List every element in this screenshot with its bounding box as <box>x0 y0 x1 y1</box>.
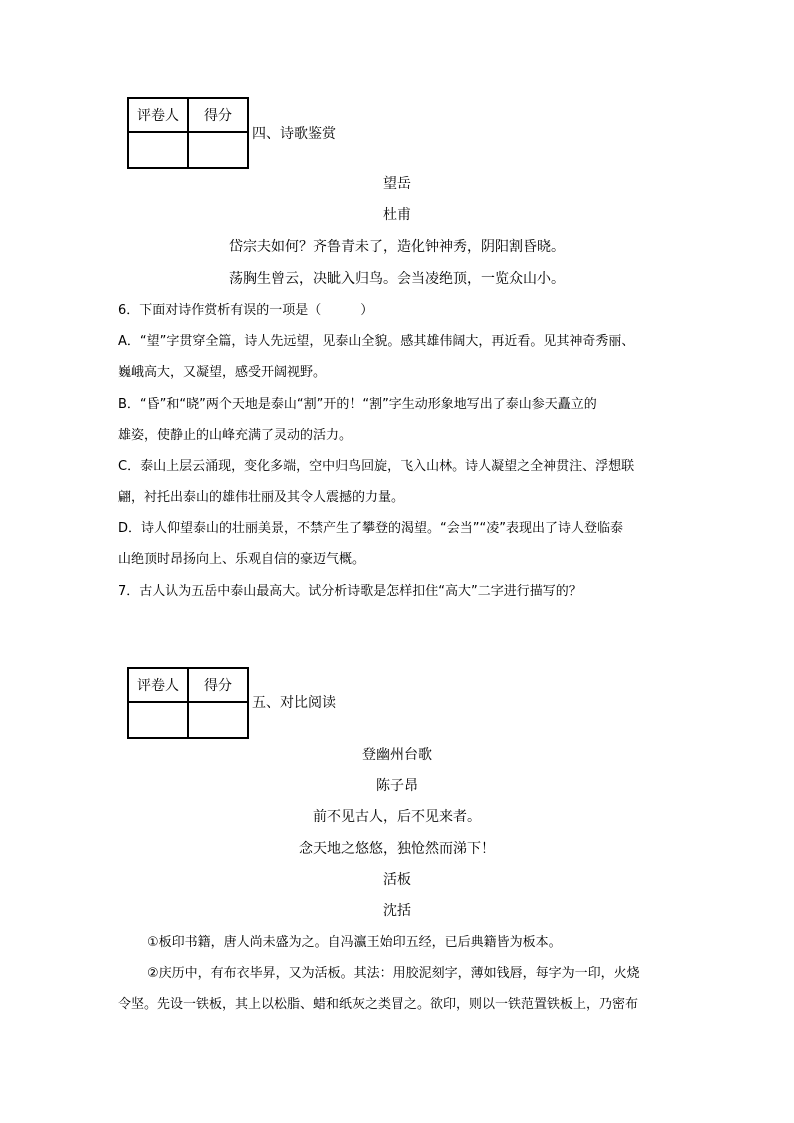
poem-title: 望岳 <box>383 176 411 192</box>
paragraph-2-line2: 令坚。先设一铁板，其上以松脂、蜡和纸灰之类冒之。欲印，则以一铁范置铁板上，乃密布 <box>118 997 639 1012</box>
poem-title: 登幽州台歌 <box>362 747 432 763</box>
section4-title: 四、诗歌鉴赏 <box>252 126 336 142</box>
poem-line: 岱宗夫如何？齐鲁青未了，造化钟神秀，阴阳割昏晓。 <box>229 239 565 255</box>
poem-line: 荡胸生曾云，决眦入归鸟。会当凌绝顶，一览众山小。 <box>229 271 565 287</box>
score-header: 得分 <box>188 668 248 702</box>
option-c-line2: 翩，衬托出泰山的雄伟壮丽及其令人震撼的力量。 <box>118 490 405 505</box>
option-b-line1: B．“昏”和“晓”两个天地是泰山“割”开的！“割”字生动形象地写出了泰山参天矗立的 <box>118 397 597 412</box>
option-a-line1: A．“望”字贯穿全篇，诗人先远望，见泰山全貌。感其雄伟阔大，再近看。见其神奇秀丽、 <box>118 334 635 349</box>
poem-line: 前不见古人，后不见来者。 <box>313 809 481 825</box>
score-table-section4 <box>127 97 249 169</box>
text-title: 活板 <box>383 872 411 888</box>
option-d-line1: D．诗人仰望泰山的壮丽美景，不禁产生了攀登的渴望。“会当”“凌”表现出了诗人登临泰 <box>118 521 623 536</box>
score-cell <box>188 132 248 168</box>
poem-line: 念天地之悠悠，独怆然而涕下！ <box>299 841 495 857</box>
question-7: 7．古人认为五岳中泰山最高大。试分析诗歌是怎样扣住“高大”二字进行描写的？ <box>118 584 582 599</box>
paragraph-2-line1: ②庆历中，有布衣毕昇，又为活板。其法：用胶泥刻字，薄如钱唇，每字为一印，火烧 <box>147 966 640 981</box>
score-table-section5 <box>127 667 249 739</box>
grader-header: 评卷人 <box>128 668 188 702</box>
option-b-line2: 雄姿，使静止的山峰充满了灵动的活力。 <box>118 428 353 443</box>
grader-cell <box>128 702 188 738</box>
poem-author: 陈子昂 <box>376 778 418 794</box>
poem-author: 杜甫 <box>383 207 411 223</box>
grader-header: 评卷人 <box>128 98 188 132</box>
question-6: 6．下面对诗作赏析有误的一项是（ ） <box>118 303 374 318</box>
grader-cell <box>128 132 188 168</box>
text-author: 沈括 <box>383 903 411 919</box>
score-header: 得分 <box>188 98 248 132</box>
score-cell <box>188 702 248 738</box>
paragraph-1: ①板印书籍，唐人尚未盛为之。自冯瀛王始印五经，已后典籍皆为板本。 <box>147 935 562 950</box>
section5-title: 五、对比阅读 <box>252 695 336 711</box>
option-a-line2: 巍峨高大，又凝望，感受开阔视野。 <box>118 365 327 380</box>
option-d-line2: 山绝顶时昂扬向上、乐观自信的豪迈气概。 <box>118 552 366 567</box>
option-c-line1: C．泰山上层云涌现，变化多端，空中归鸟回旋，飞入山林。诗人凝望之全神贯注、浮想联 <box>118 459 635 474</box>
